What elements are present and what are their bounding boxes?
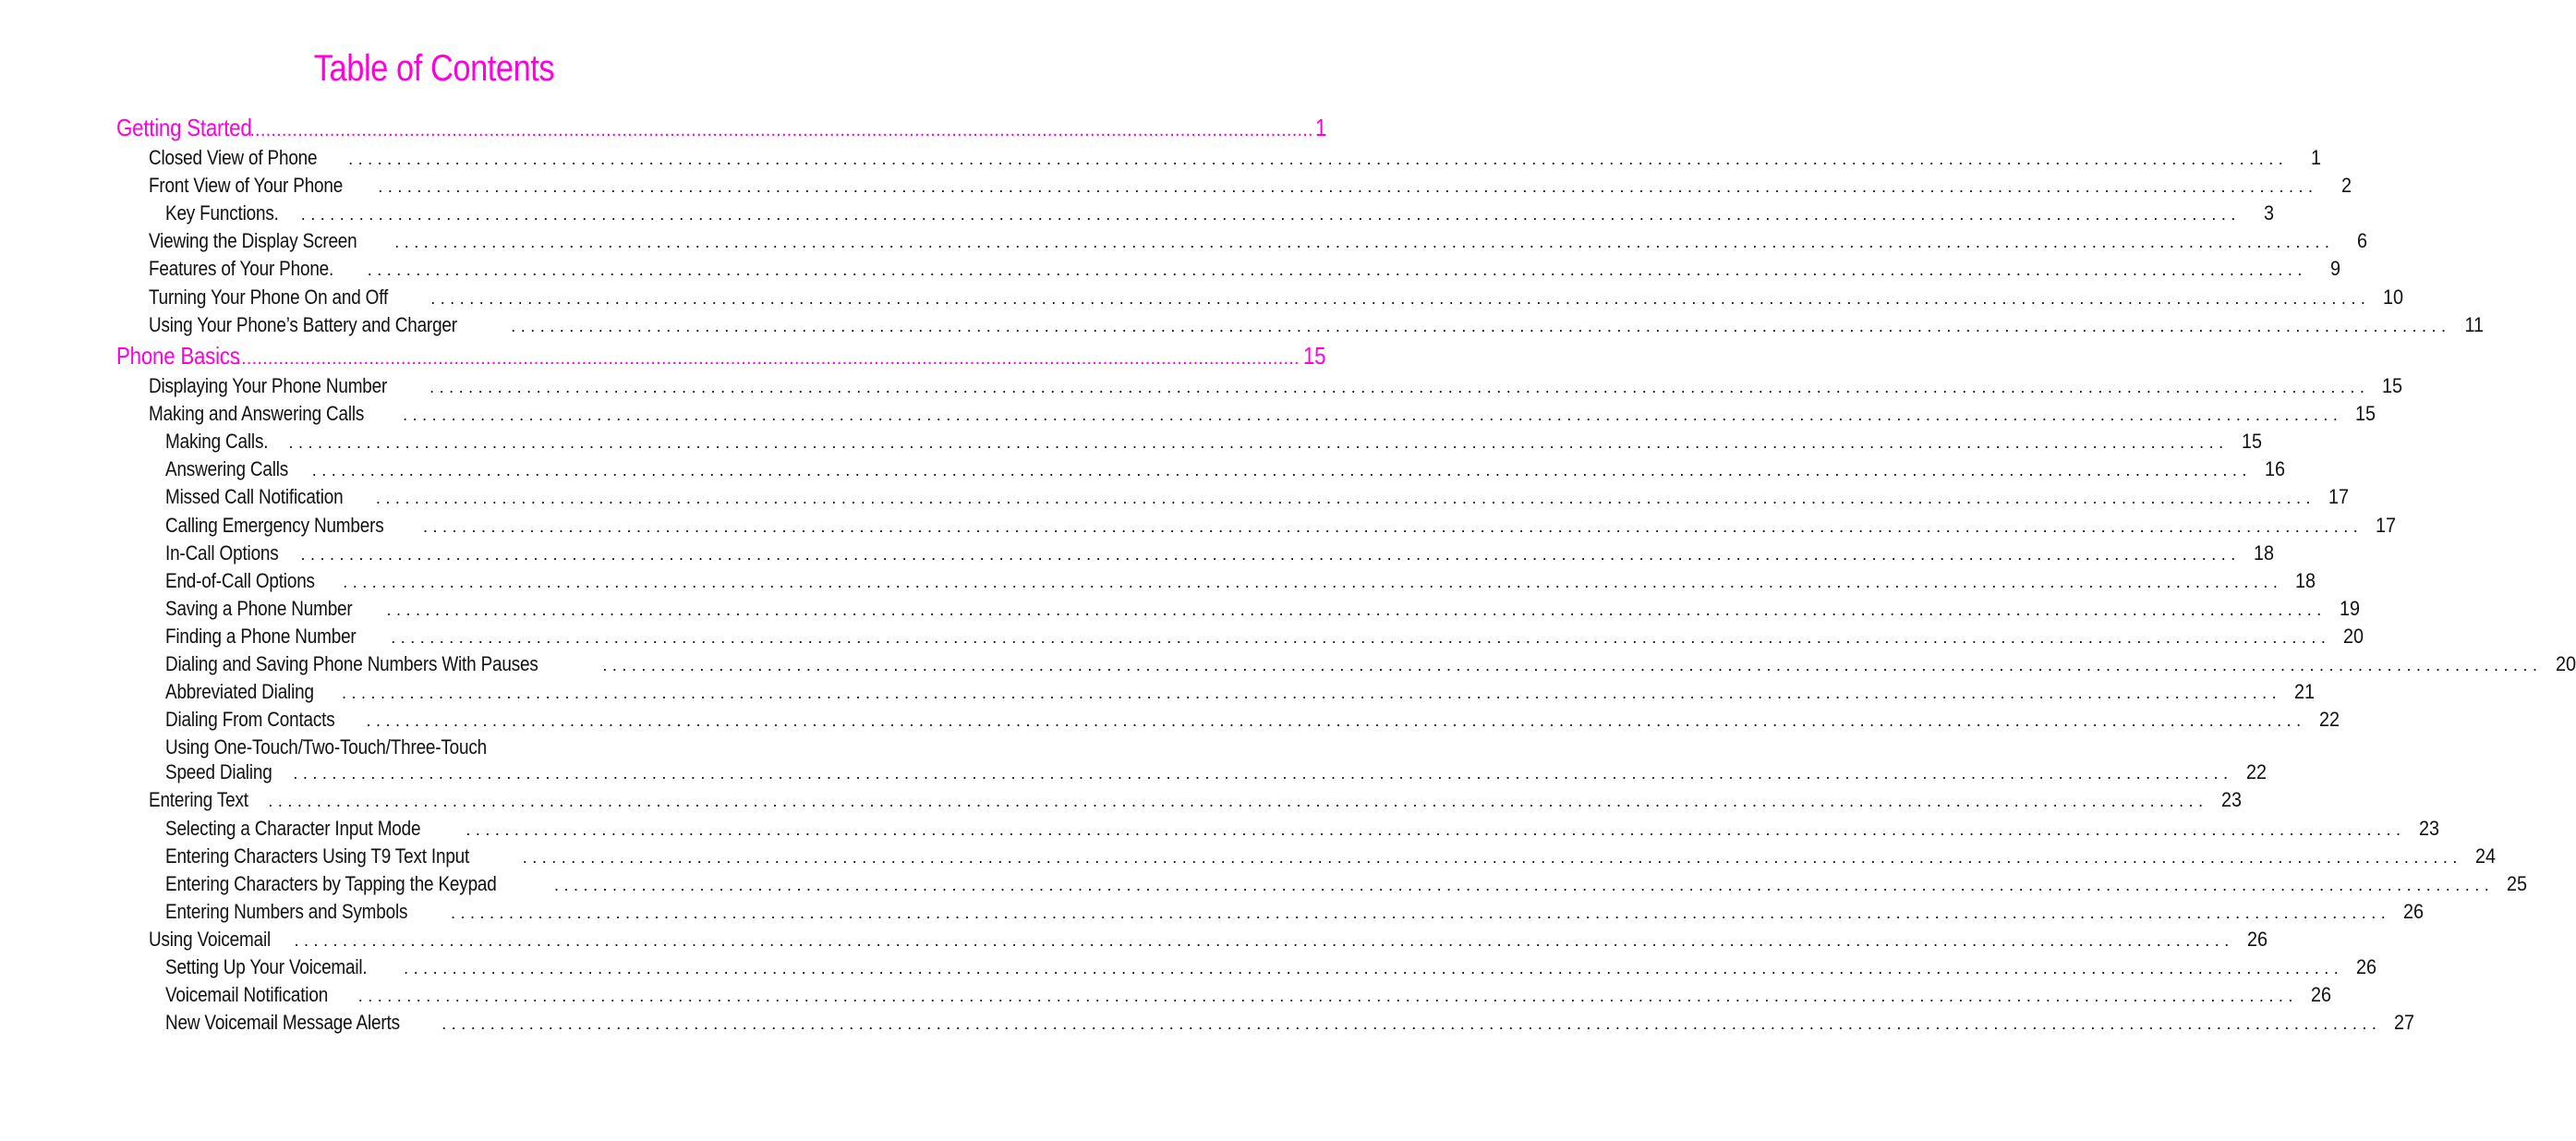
toc-entry[interactable]: [165, 623, 2364, 651]
toc-entry-page-number: 26: [2356, 955, 2377, 978]
toc-entry-page-number: 18: [2253, 540, 2274, 564]
toc-entry-label: Voicemail Notification: [165, 983, 329, 1007]
toc-entry-page-number: 26: [2310, 983, 2331, 1007]
toc-entry[interactable]: [165, 200, 2274, 228]
toc-entry[interactable]: [149, 227, 2368, 256]
toc-entry-label: End-of-Call Options: [165, 568, 315, 592]
toc-entry-label: Making Calls.: [165, 430, 269, 454]
toc-entry-label: Missed Call Notification: [165, 485, 344, 509]
dot-leader: ........................................................................................................................................................................................................: [294, 930, 2234, 950]
toc-entry-label: Viewing the Display Screen: [149, 229, 357, 253]
dot-leader: ........................................................................................................................................................................................................: [466, 819, 2406, 839]
dot-leader: ........................................................................................................................................................................................................: [357, 987, 2298, 1006]
toc-entry-page-number: 21: [2294, 680, 2316, 704]
toc-entry-label: Answering Calls: [165, 457, 289, 481]
dot-leader: ........................................................................................................................................................................................................: [522, 847, 2462, 867]
dot-leader: ........................................................................................................................................................................................................: [423, 516, 2364, 536]
dot-leader: ........................................................................................................................................................................................................: [441, 1014, 2382, 1034]
toc-entry[interactable]: [165, 595, 2360, 624]
dot-leader: ........................................................................................................................................................................................................: [268, 792, 2208, 811]
toc-entry[interactable]: [165, 759, 2267, 787]
toc-entry[interactable]: [165, 567, 2316, 596]
toc-entry-page-number: 9: [2329, 257, 2340, 281]
toc-entry[interactable]: [149, 255, 2340, 284]
toc-entry-page-number: 15: [2382, 374, 2403, 397]
toc-entry[interactable]: [165, 843, 2496, 871]
toc-entry[interactable]: [165, 870, 2528, 899]
toc-entry[interactable]: [165, 706, 2340, 734]
section-label: Phone Basics: [116, 342, 240, 370]
toc-entry[interactable]: [149, 372, 2403, 401]
dot-leader: ........................................................................................................................................................................................................: [343, 572, 2283, 591]
toc-entry-label: Selecting a Character Input Mode: [165, 816, 421, 840]
toc-entry[interactable]: [149, 144, 2322, 173]
toc-entry[interactable]: [165, 1009, 2415, 1038]
toc-entry-label-line[interactable]: Using One-Touch/Two-Touch/Three-Touch: [165, 735, 488, 759]
dot-leader: ........................................................................................................................................................................................................: [300, 544, 2241, 564]
toc-entry-page-number: 20: [2555, 652, 2576, 675]
dot-leader: ........................................................................................................................................................................................................: [394, 233, 2335, 252]
toc-entry-page-number: 15: [2241, 430, 2262, 454]
dot-leader: ........................................................................................................................................................................................................: [341, 684, 2282, 703]
dot-leader: ........................................................................................................................................................................................................: [391, 627, 2331, 647]
toc-entry-label: Displaying Your Phone Number: [149, 374, 388, 397]
toc-entry-page-number: 17: [2376, 513, 2397, 537]
toc-entry[interactable]: [165, 815, 2439, 844]
dot-leader: ........................................................................................................................................................................................................: [367, 261, 2307, 280]
toc-entry-label: Turning Your Phone On and Off: [149, 285, 389, 309]
toc-entry[interactable]: [165, 512, 2397, 540]
dot-leader: ........................................................................................................................................................................................................: [403, 406, 2343, 425]
dot-leader: ........................................................................................................................................................................................................: [366, 711, 2306, 731]
toc-entry-page-number: 20: [2343, 624, 2364, 648]
toc-entry-label: In-Call Options: [165, 540, 279, 564]
page-title: Table of Contents: [313, 48, 555, 89]
dot-leader: ........................................................................................................................................................................................................: [378, 177, 2318, 197]
dot-leader: ........................................................................................................................................................................................................: [249, 120, 1313, 140]
toc-entry-page-number: 2: [2340, 174, 2352, 198]
toc-entry-page-number: 1: [2311, 146, 2322, 169]
toc-entry-page-number: 23: [2220, 788, 2242, 812]
section-heading-link[interactable]: [116, 340, 1326, 374]
toc-entry-page-number: 3: [2263, 201, 2274, 225]
toc-entry-label: Calling Emergency Numbers: [165, 513, 384, 537]
toc-entry-label: Setting Up Your Voicemail.: [165, 955, 368, 978]
toc-entry-label: Closed View of Phone: [149, 146, 318, 169]
toc-entry-label: Entering Text: [149, 788, 248, 812]
toc-entry[interactable]: [149, 786, 2242, 815]
toc-entry-page-number: 10: [2383, 285, 2404, 309]
toc-entry[interactable]: [165, 898, 2425, 927]
toc-entry-label: Abbreviated Dialing: [165, 680, 314, 704]
dot-leader: ........................................................................................................................................................................................................: [348, 150, 2289, 168]
toc-entry-label: Making and Answering Calls: [149, 402, 365, 426]
toc-entry-label: Features of Your Phone.: [149, 257, 334, 281]
toc-entry-label: Saving a Phone Number: [165, 596, 353, 620]
dot-leader: ........................................................................................................................................................................................................: [430, 288, 2371, 308]
toc-entry[interactable]: [149, 172, 2352, 200]
dot-leader: ........................................................................................................................................................................................................: [554, 875, 2495, 894]
toc-entry-label: Using Voicemail: [149, 927, 272, 951]
section-heading-link[interactable]: [116, 112, 1326, 146]
toc-entry[interactable]: [165, 540, 2274, 568]
dot-leader: ........................................................................................................................................................................................................: [386, 600, 2327, 619]
toc-entry-page-number: 11: [2464, 312, 2485, 336]
toc-entry-page-number: 23: [2418, 816, 2439, 840]
section-page-number: 15: [1302, 342, 1326, 370]
dot-leader: ........................................................................................................................................................................................................: [429, 378, 2370, 396]
toc-entry-label: Finding a Phone Number: [165, 624, 357, 648]
toc-entry-label: Using Your Phone’s Battery and Charger: [149, 312, 457, 336]
toc-entry-page-number: 25: [2507, 871, 2528, 895]
toc-entry-page-number: 26: [2403, 899, 2425, 923]
section-page-number: 1: [1314, 114, 1326, 141]
toc-entry-label: Key Functions.: [165, 201, 279, 225]
toc-entry-page-number: 16: [2264, 457, 2285, 481]
toc-entry-label: Dialing and Saving Phone Numbers With Pauses: [165, 652, 538, 675]
dot-leader: ........................................................................................................................................................................................................: [236, 348, 1300, 369]
toc-entry[interactable]: [165, 650, 2576, 679]
toc-entry-page-number: 22: [2318, 708, 2340, 732]
toc-entry-page-number: 19: [2339, 596, 2360, 620]
toc-entry-page-number: 6: [2357, 229, 2368, 253]
toc-entry-page-number: 15: [2355, 402, 2376, 426]
dot-leader: ........................................................................................................................................................................................................: [451, 903, 2391, 922]
toc-entry-page-number: 22: [2245, 760, 2267, 784]
toc-entry[interactable]: [165, 428, 2262, 456]
dot-leader: ........................................................................................................................................................................................................: [375, 489, 2316, 508]
dot-leader: ........................................................................................................................................................................................................: [404, 959, 2344, 977]
toc-entry-page-number: 27: [2394, 1011, 2415, 1035]
toc-entry-label: Dialing From Contacts: [165, 708, 335, 732]
toc-entry-label: Entering Characters Using T9 Text Input: [165, 844, 470, 868]
toc-entry-label: New Voicemail Message Alerts: [165, 1011, 400, 1035]
dot-leader: ........................................................................................................................................................................................................: [511, 316, 2451, 335]
toc-entry-label: Entering Characters by Tapping the Keypad: [165, 871, 497, 895]
toc-entry-label: Entering Numbers and Symbols: [165, 899, 408, 923]
section-label: Getting Started: [116, 114, 252, 141]
toc-entry-label: Speed Dialing: [165, 760, 272, 784]
dot-leader: ........................................................................................................................................................................................................: [293, 764, 2233, 783]
toc-entry[interactable]: [149, 400, 2376, 429]
dot-leader: ........................................................................................................................................................................................................: [300, 205, 2241, 225]
toc-entry-page-number: 26: [2246, 927, 2268, 951]
dot-leader: ........................................................................................................................................................................................................: [288, 433, 2229, 453]
toc-entry[interactable]: [149, 926, 2268, 954]
toc-entry-page-number: 17: [2328, 485, 2350, 509]
toc-entry-page-number: 24: [2474, 844, 2496, 868]
toc-entry[interactable]: [165, 953, 2377, 982]
toc-entry-label: Front View of Your Phone: [149, 174, 344, 198]
toc-entry-page-number: 18: [2295, 568, 2316, 592]
toc-entry[interactable]: [149, 311, 2485, 340]
toc-entry[interactable]: [149, 284, 2404, 312]
toc-entry[interactable]: [165, 981, 2331, 1010]
dot-leader: ........................................................................................................................................................................................................: [602, 656, 2543, 674]
toc-entry[interactable]: [165, 455, 2285, 484]
toc-entry[interactable]: [165, 483, 2350, 512]
toc-entry[interactable]: [165, 678, 2316, 707]
dot-leader: ........................................................................................................................................................................................................: [311, 461, 2252, 480]
